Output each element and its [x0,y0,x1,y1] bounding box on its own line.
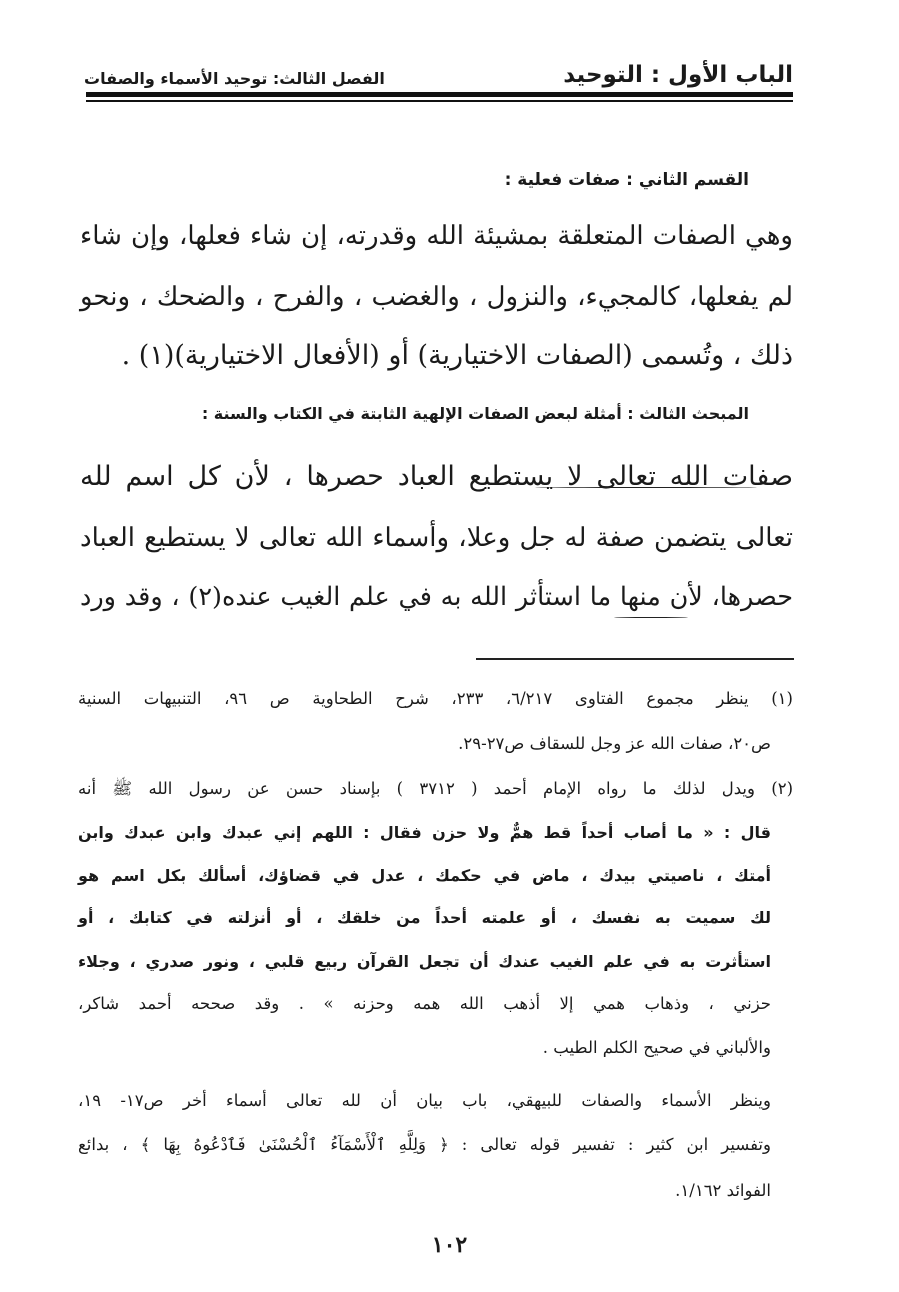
footnote-1-line: ص٢٠، صفات الله عز وجل للسقاف ص٢٧-٢٩. [458,734,771,753]
footnote-2-hadith-line: استأثرت به في علم الغيب عندك أن تجعل القرآن ربيع قلبي ، ونور صدري ، وجلاء [78,952,771,971]
body-line: تعالى يتضمن صفة له جل وعلا، وأسماء الله تعالى لا يستطيع العباد [80,523,793,553]
page-number: ١٠٢ [431,1232,468,1258]
chapter-three-heading: المبحث الثالث : أمثلة لبعض الصفات الإلهية الثابتة في الكتاب والسنة : [201,404,749,423]
body-line: حصرها، لأن منها ما استأثر الله به في علم الغيب عنده(٢) ، وقد ورد [80,582,793,612]
body-line: ذلك ، وتُسمى (الصفات الاختيارية) أو (الأفعال الاختيارية)(١) . [121,340,793,371]
footnote-2-line: والألباني في صحيح الكلم الطيب . [542,1038,771,1057]
footnote-2-hadith-line: لك سميت به نفسك ، أو علمته أحداً من خلقك ، أو أنزلته في كتابك ، أو [78,908,771,927]
footnote-separator [476,658,794,660]
footnote-1-line: (١) ينظر مجموع الفتاوى ٦/٢١٧، ٢٣٣، شرح الطحاوية ص ٩٦، التنبيهات السنية [78,689,793,708]
footnote-2-hadith-line: أمتك ، ناصيتي بيدك ، ماض في حكمك ، عدل في قضاؤك، أسألك بكل اسم هو [78,866,771,885]
body-line: وهي الصفات المتعلقة بمشيئة الله وقدرته، إن شاء فعلها، وإن شاء [80,221,793,251]
section-two-heading: القسم الثاني : صفات فعلية : [504,170,749,190]
footnote-2-line: الفوائد ١/١٦٢. [675,1181,771,1200]
footnote-2-line: (٢) ويدل لذلك ما رواه الإمام أحمد ( ٣٧١٢ ) بإسناد حسن عن رسول الله ﷺ أنه [78,779,793,798]
running-head-section: الفصل الثالث: توحيد الأسماء والصفات [84,69,385,88]
footnote-2-line: وينظر الأسماء والصفات للبيهقي، باب بيان أن لله تعالى أسماء أخر ص١٧- ١٩، [78,1091,771,1110]
header-rule-thin [86,100,793,102]
handwritten-underline [535,487,757,488]
handwritten-underline [614,617,688,618]
header-rule-thick [86,92,793,97]
footnote-2-line: وتفسير ابن كثير : تفسير قوله تعالى : ﴿ وَلِلَّهِ ٱلْأَسْمَآءُ ٱلْحُسْنَىٰ فَٱدْعُوهُ بِهَا ﴾ ، بدائع [78,1135,771,1154]
footnote-2-line: حزني ، وذهاب همي إلا أذهب الله همه وحزنه » . وقد صححه أحمد شاكر، [78,994,771,1013]
running-header [84,54,793,88]
footnote-2-hadith-line: قال : « ما أصاب أحداً قط همٌّ ولا حزن فقال : اللهم إني عبدك وابن عبدك وابن [78,823,771,842]
body-line: لم يفعلها، كالمجيء، والنزول ، والغضب ، والفرح ، والضحك ، ونحو [80,282,793,312]
running-head-chapter: الباب الأول : التوحيد [563,62,793,88]
body-line: صفات الله تعالى لا يستطيع العباد حصرها ، لأن كل اسم لله [80,461,793,492]
